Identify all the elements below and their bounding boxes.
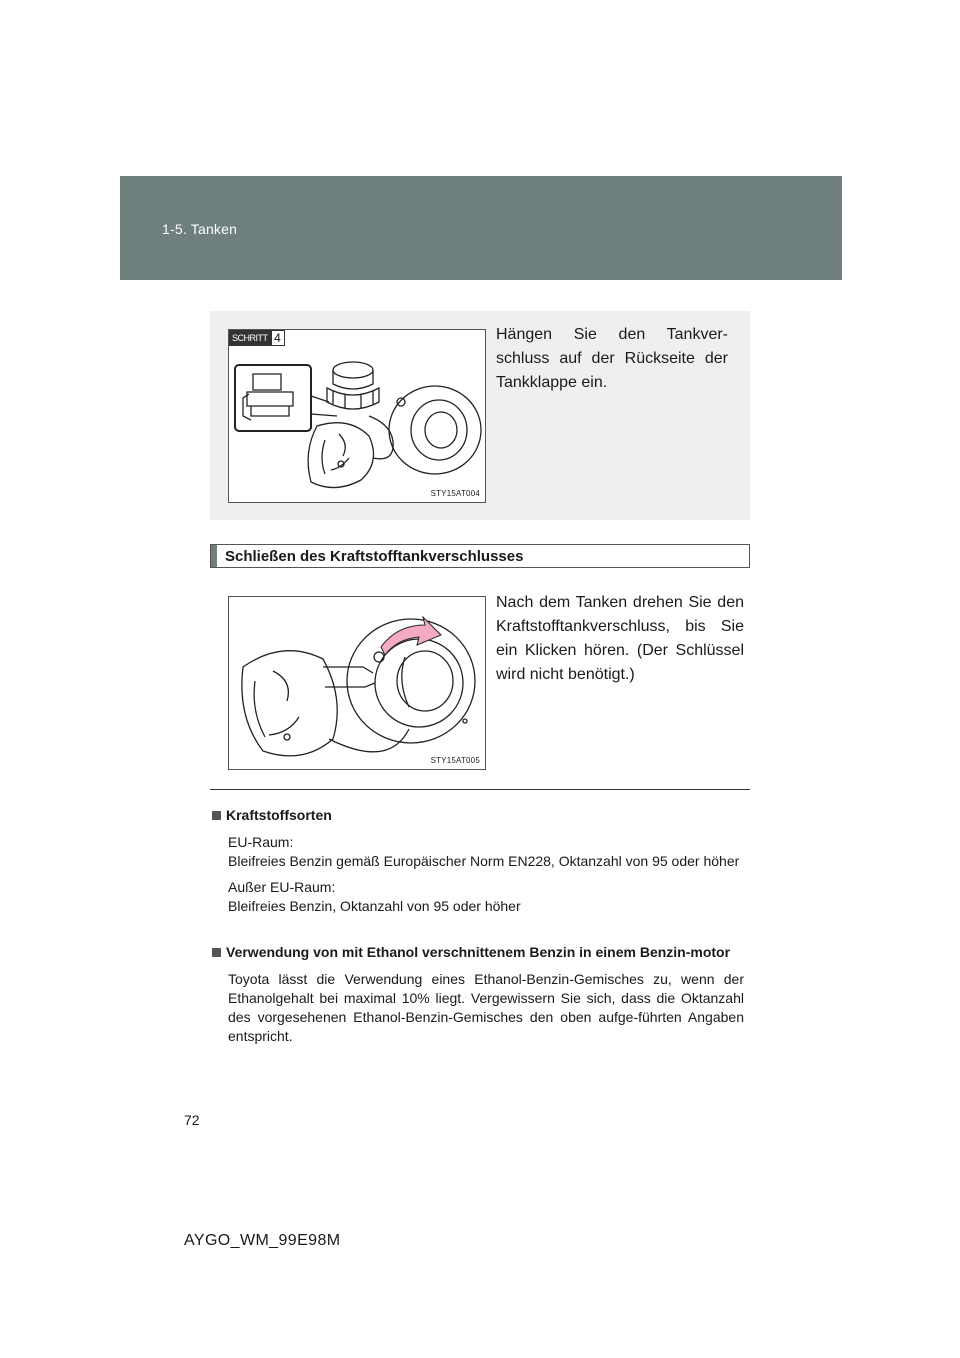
- figure-code: STY15AT005: [430, 756, 480, 765]
- square-bullet-icon: [212, 811, 221, 820]
- section-title: 1-5. Tanken: [162, 221, 238, 237]
- note-paragraph: Bleifreies Benzin, Oktanzahl von 95 oder höher: [228, 898, 521, 914]
- note-paragraph: EU-Raum:: [228, 834, 294, 850]
- note-paragraph: Bleifreies Benzin gemäß Europäischer Norm EN228, Oktanzahl von 95 oder höher: [228, 853, 740, 869]
- figure-code: STY15AT004: [430, 489, 480, 498]
- note-ethanol: [212, 943, 744, 1046]
- step-badge: [229, 330, 285, 346]
- closing-instruction: Nach dem Tanken drehen Sie den Kraftstofftankverschluss, bis Sie ein Klicken hören. (Der Schlüssel wird nicht benötigt.): [496, 594, 744, 683]
- header-band: [120, 176, 842, 280]
- heading-accent-bar: [211, 545, 217, 567]
- step-figure: [228, 329, 486, 503]
- note-paragraph: Toyota lässt die Verwendung eines Ethanol-Benzin-Gemisches zu, wenn der Ethanolgehalt bei maximal 10% liegt. Vergewissern Sie sich, dass die Oktanzahl des vorgesehenen Ethanol-Benzin-Gemisches den oben aufge-führten Angaben entspricht.: [228, 971, 744, 1044]
- note-body: [212, 833, 744, 916]
- square-bullet-icon: [212, 948, 221, 957]
- step-badge-number: 4: [271, 330, 285, 346]
- step-panel: [210, 311, 750, 520]
- section-heading-text: Schließen des Kraftstofftankverschlusses: [225, 548, 524, 565]
- fuel-cap-closing-illustration: [229, 597, 485, 769]
- closing-figure: [228, 596, 486, 770]
- divider: [210, 789, 750, 790]
- note-title: Kraftstoffsorten: [212, 806, 744, 825]
- page-number: 72: [184, 1112, 200, 1128]
- section-heading: [210, 544, 750, 568]
- step-instruction: Hängen Sie den Tankver-schluss auf der Rückseite der Tankklappe ein.: [496, 326, 728, 391]
- note-body: [212, 970, 744, 1046]
- note-fuel-types: [212, 806, 744, 916]
- fuel-cap-hanging-illustration: [229, 330, 485, 502]
- document-code: AYGO_WM_99E98M: [184, 1232, 341, 1249]
- note-paragraph: Außer EU-Raum:: [228, 879, 336, 895]
- note-title: Verwendung von mit Ethanol verschnittenem Benzin in einem Benzin-motor: [212, 943, 744, 962]
- step-badge-label: SCHRITT: [229, 330, 271, 346]
